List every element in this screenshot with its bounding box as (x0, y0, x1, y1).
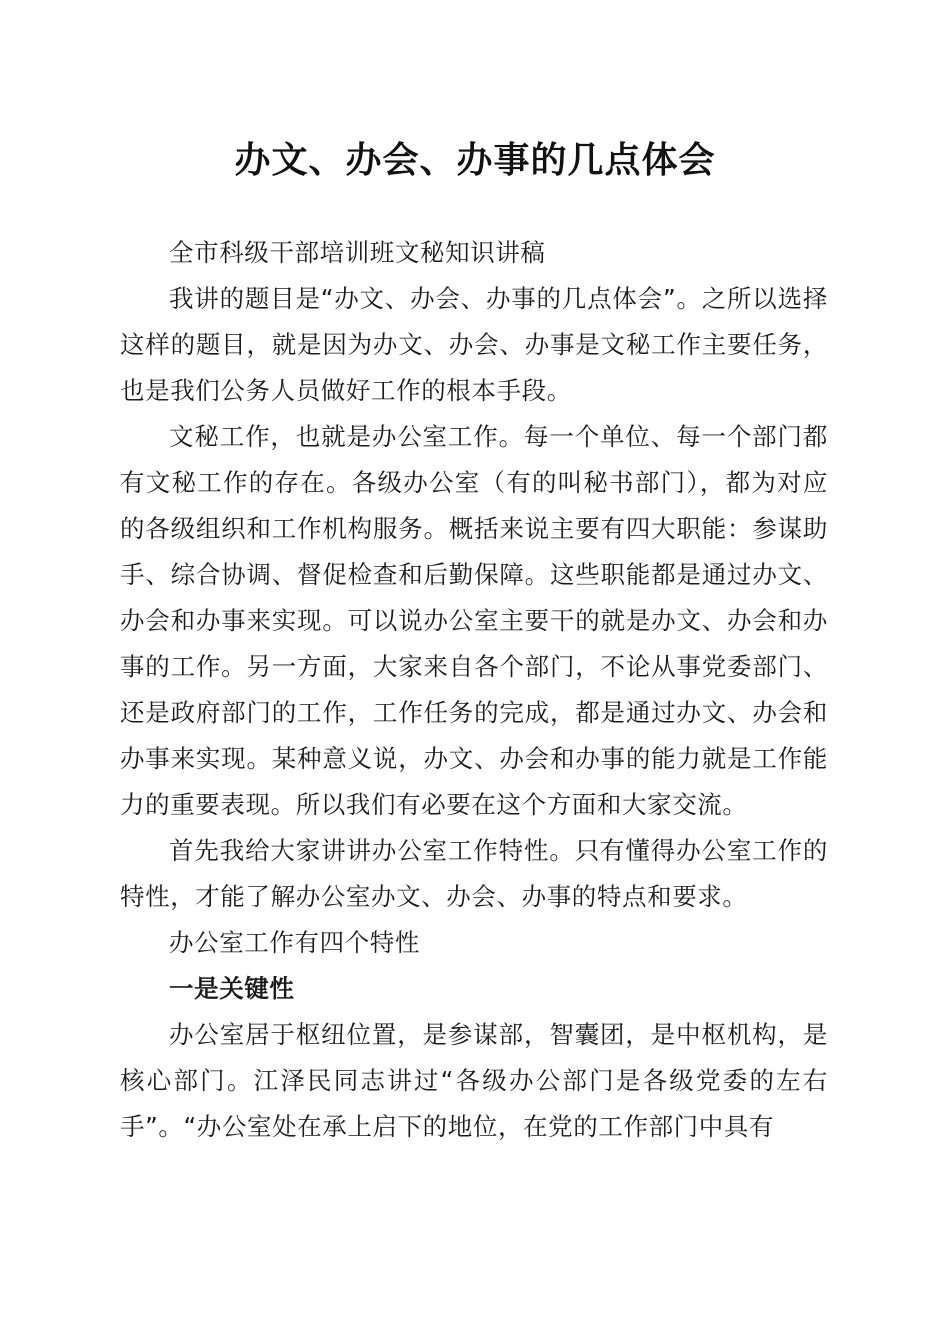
paragraph-subtitle: 全市科级干部培训班文秘知识讲稿 (169, 238, 546, 267)
paragraph: 我讲的题目是“办文、办会、办事的几点体会”。之所以选择这样的题目，就是因为办文、办会、办事是文秘工作主要任务，也是我们公务人员做好工作的根本手段。 (120, 284, 828, 405)
document-title: 办文、办会、办事的几点体会 (234, 139, 716, 181)
paragraph: 办公室工作有四个特性 (169, 928, 420, 957)
paragraph: 文秘工作，也就是办公室工作。每一个单位、每一个部门都有文秘工作的存在。各级办公室（有的叫秘书部门），都为对应的各级组织和工作机构服务。概括来说主要有四大职能：参谋助手、综合协调、督促检查和后勤保障。这些职能都是通过办文、办会和办事来实现。可以说办公室主要干的就是办文、办会和办事的工作。另一方面，大家来自各个部门，不论从事党委部门、还是政府部门的工作，工作任务的完成，都是通过办文、办会和办事来实现。某种意义说，办文、办会和办事的能力就是工作能力的重要表现。所以我们有必要在这个方面和大家交流。 (120, 422, 828, 819)
paragraph: 首先我给大家讲讲办公室工作特性。只有懂得办公室工作的特性，才能了解办公室办文、办会、办事的特点和要求。 (120, 836, 828, 911)
paragraph: 办公室居于枢纽位置，是参谋部，智囊团，是中枢机构，是核心部门。江泽民同志讲过“各级办公部门是各级党委的左右手”。“办公室处在承上启下的地位，在党的工作部门中具有 (120, 1020, 828, 1141)
document-body (120, 230, 828, 1150)
section-heading: 一是关键性 (169, 974, 295, 1003)
